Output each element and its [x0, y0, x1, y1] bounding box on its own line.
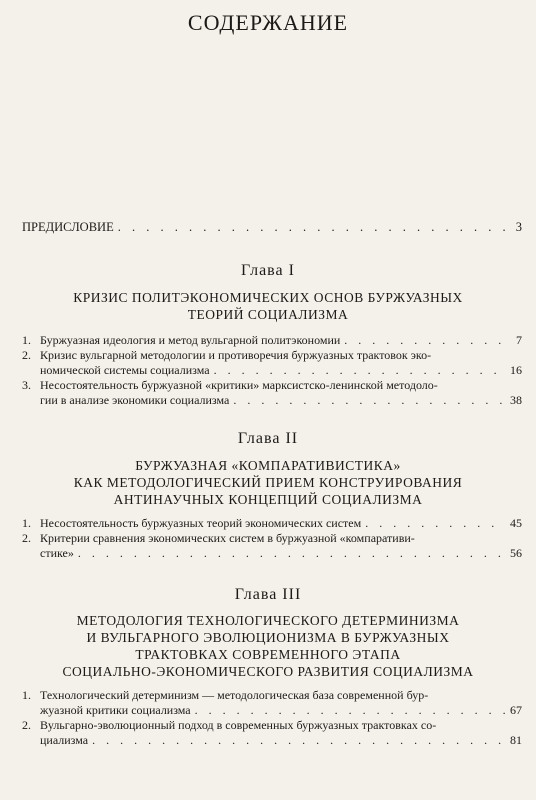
- entry-text-cont: циализма: [40, 733, 89, 747]
- chapter-1-title: [30, 289, 506, 323]
- entry-text: Вульгарно-эволюционный подход в современных буржуазных трактовках со-: [40, 718, 437, 732]
- entry-text-cont: гии в анализе экономики социализма: [40, 393, 230, 407]
- dot-leader: [233, 393, 506, 408]
- toc-entry-2-1: [22, 516, 522, 531]
- chapter-2-title-line: БУРЖУАЗНАЯ «КОМПАРАТИВИСТИКА»: [135, 458, 401, 473]
- preface-entry: [22, 220, 522, 235]
- entry-text: Кризис вульгарной методологии и противоречия буржуазных трактовок эко-: [40, 348, 432, 362]
- entry-text: Критерии сравнения экономических систем в буржуазной «компаративи-: [40, 531, 415, 545]
- entry-page: 38: [510, 393, 522, 407]
- dot-leader: [78, 546, 506, 561]
- entry-page: 7: [516, 333, 522, 347]
- dot-leader: [344, 333, 512, 348]
- preface-page: 3: [515, 220, 522, 234]
- chapter-1-title-line: КРИЗИС ПОЛИТЭКОНОМИЧЕСКИХ ОСНОВ БУРЖУАЗНЫХ: [73, 290, 463, 305]
- chapter-2-title-line: КАК МЕТОДОЛОГИЧЕСКИЙ ПРИЕМ КОНСТРУИРОВАНИЯ: [73, 475, 463, 490]
- entry-number: 2.: [22, 348, 31, 362]
- toc-entry-1-2: [22, 348, 522, 378]
- entry-page: 67: [510, 703, 522, 717]
- toc-entry-1-1: [22, 333, 522, 348]
- chapter-2-title: [30, 457, 506, 508]
- page-title: СОДЕРЖАНИЕ: [187, 10, 349, 35]
- entry-page: 81: [510, 733, 522, 747]
- dot-leader: [214, 363, 506, 378]
- entry-number: 1.: [22, 333, 31, 347]
- chapter-3-title-line: ТРАКТОВКАХ СОВРЕМЕННОГО ЭТАПА: [135, 647, 401, 662]
- entry-text: Буржуазная идеология и метод вульгарной политэкономии: [40, 333, 341, 347]
- entry-text-cont: жуазной критики социализма: [40, 703, 191, 717]
- entry-number: 1.: [22, 688, 31, 702]
- dot-leader: [92, 733, 506, 748]
- dot-leader: [195, 703, 506, 718]
- entry-page: 16: [510, 363, 522, 377]
- chapter-3-title: [30, 612, 506, 680]
- entry-text: Несостоятельность буржуазной «критики» марксистско-ленинской методоло-: [40, 378, 438, 392]
- entry-text-cont: стике»: [40, 546, 74, 560]
- entry-page: 56: [510, 546, 522, 560]
- toc-entry-3-1: [22, 688, 522, 718]
- chapter-1-label: Глава I: [241, 262, 295, 279]
- chapter-2-title-line: АНТИНАУЧНЫХ КОНЦЕПЦИЙ СОЦИАЛИЗМА: [113, 492, 423, 507]
- chapter-3-title-line: СОЦИАЛЬНО-ЭКОНОМИЧЕСКОГО РАЗВИТИЯ СОЦИАЛИЗМА: [62, 664, 474, 679]
- entry-number: 2.: [22, 718, 31, 732]
- chapter-3-label: Глава III: [234, 586, 302, 603]
- chapter-3-title-line: МЕТОДОЛОГИЯ ТЕХНОЛОГИЧЕСКОГО ДЕТЕРМИНИЗМА: [76, 613, 460, 628]
- dot-leader: [365, 516, 506, 531]
- preface-label: ПРЕДИСЛОВИЕ: [22, 220, 114, 234]
- toc-entry-2-2: [22, 531, 522, 561]
- entry-text-cont: номической системы социализма: [40, 363, 210, 377]
- chapter-2-label: Глава II: [237, 430, 299, 447]
- entry-number: 2.: [22, 531, 31, 545]
- dot-leader: [118, 220, 512, 235]
- entry-text: Несостоятельность буржуазных теорий экономических систем: [40, 516, 362, 530]
- toc-entry-3-2: [22, 718, 522, 748]
- entry-page: 45: [510, 516, 522, 530]
- entry-number: 1.: [22, 516, 31, 530]
- chapter-1-title-line: ТЕОРИЙ СОЦИАЛИЗМА: [187, 307, 349, 322]
- chapter-3-title-line: И ВУЛЬГАРНОГО ЭВОЛЮЦИОНИЗМА В БУРЖУАЗНЫХ: [86, 630, 450, 645]
- entry-text: Технологический детерминизм — методологическая база современной бур-: [40, 688, 429, 702]
- toc-entry-1-3: [22, 378, 522, 408]
- entry-number: 3.: [22, 378, 31, 392]
